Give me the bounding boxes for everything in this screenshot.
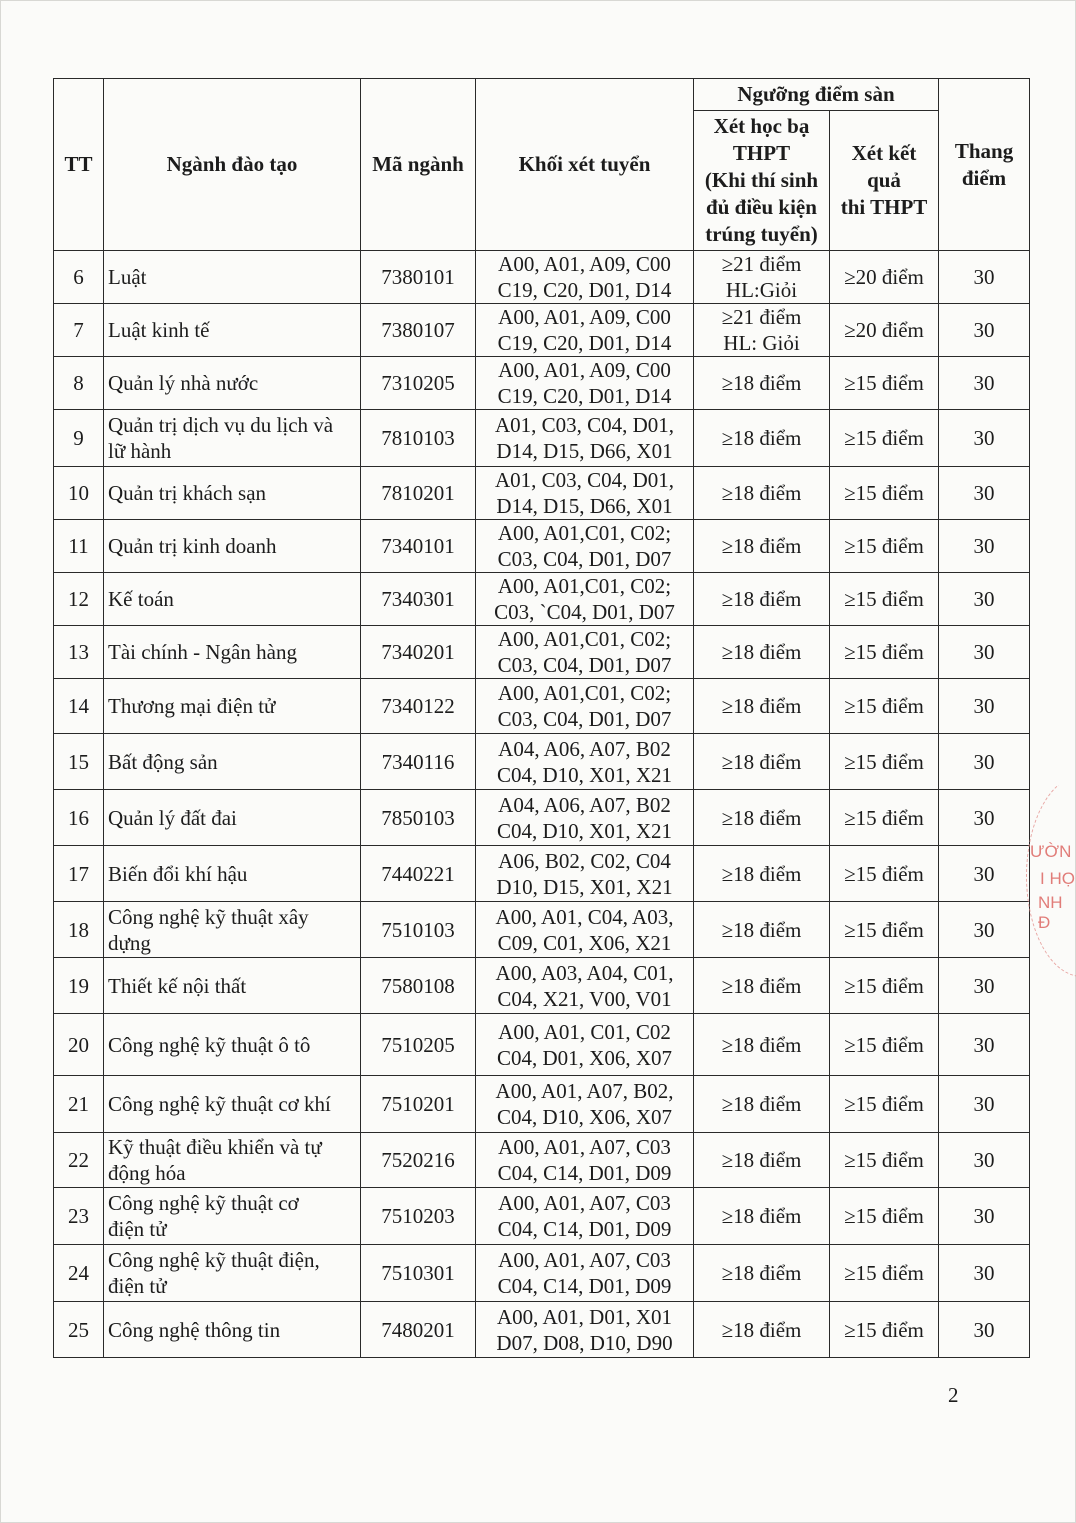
cell-blocks xyxy=(476,467,694,520)
cell-blocks-line: A00, A01,C01, C02; xyxy=(497,521,672,545)
cell-major xyxy=(104,1076,361,1133)
cell-exam-threshold: ≥15 điểm xyxy=(830,679,939,734)
table-row xyxy=(54,1014,1030,1076)
cell-blocks xyxy=(476,902,694,958)
table-row xyxy=(54,1302,1030,1358)
cell-major-line: Quản lý đất đai xyxy=(108,805,237,830)
cell-max-score: 30 xyxy=(939,1302,1030,1358)
cell-gpa-threshold xyxy=(694,958,830,1014)
table-row xyxy=(54,304,1030,357)
cell-tt: 12 xyxy=(54,573,104,626)
cell-major-line: Biến đổi khí hậu xyxy=(108,861,248,886)
cell-gpa-threshold-line: ≥21 điểm xyxy=(721,252,802,276)
cell-blocks xyxy=(476,626,694,679)
cell-exam-threshold: ≥15 điểm xyxy=(830,573,939,626)
cell-blocks-line: C03, C04, D01, D07 xyxy=(497,547,672,571)
cell-gpa-threshold-line: ≥18 điểm xyxy=(721,917,802,942)
cell-major xyxy=(104,251,361,304)
admissions-table xyxy=(53,78,1030,1358)
cell-gpa-threshold xyxy=(694,304,830,357)
cell-major-line: Công nghệ kỹ thuật xây xyxy=(108,904,309,929)
cell-gpa-threshold xyxy=(694,1133,830,1188)
cell-gpa-threshold-line: ≥18 điểm xyxy=(721,1317,802,1342)
cell-blocks-line: C04, D10, X01, X21 xyxy=(496,818,672,843)
cell-exam-threshold: ≥15 điểm xyxy=(830,1076,939,1133)
cell-blocks-line: C04, C14, D01, D09 xyxy=(497,1217,672,1241)
header-threshold-group: Ngưỡng điểm sàn xyxy=(694,79,939,111)
cell-code: 7580108 xyxy=(361,958,476,1014)
cell-max-score: 30 xyxy=(939,734,1030,790)
stamp-text: NH Đ xyxy=(1038,893,1063,932)
cell-blocks-line: D14, D15, D66, X01 xyxy=(496,494,673,518)
header-max-score: Thang điểm xyxy=(939,79,1030,251)
table-row xyxy=(54,846,1030,902)
cell-gpa-threshold xyxy=(694,467,830,520)
cell-code: 7810201 xyxy=(361,467,476,520)
cell-blocks-line: A00, A01, A09, C00 xyxy=(498,305,671,329)
cell-code: 7850103 xyxy=(361,790,476,846)
cell-gpa-threshold-line: ≥18 điểm xyxy=(721,481,802,505)
cell-major-line: lữ hành xyxy=(108,439,172,463)
cell-gpa-threshold xyxy=(694,1188,830,1245)
cell-blocks-line: C19, C20, D01, D14 xyxy=(497,384,672,408)
cell-blocks-line: D10, D15, X01, X21 xyxy=(496,874,673,899)
cell-gpa-threshold xyxy=(694,1076,830,1133)
table-row xyxy=(54,790,1030,846)
table-row xyxy=(54,1188,1030,1245)
cell-gpa-threshold-line: ≥18 điểm xyxy=(721,1261,802,1285)
cell-blocks-line: C04, D01, X06, X07 xyxy=(496,1045,672,1070)
cell-major-line: Kế toán xyxy=(108,587,174,611)
cell-blocks xyxy=(476,846,694,902)
cell-gpa-threshold-line: ≥18 điểm xyxy=(721,861,802,886)
cell-blocks-line: C04, X21, V00, V01 xyxy=(497,986,672,1011)
cell-exam-threshold: ≥15 điểm xyxy=(830,1302,939,1358)
cell-tt: 15 xyxy=(54,734,104,790)
cell-major xyxy=(104,573,361,626)
cell-blocks-line: C04, C14, D01, D09 xyxy=(497,1274,672,1298)
cell-major xyxy=(104,902,361,958)
cell-major-line: Luật kinh tế xyxy=(108,318,210,342)
cell-blocks-line: A00, A01, A07, C03 xyxy=(498,1191,671,1215)
cell-blocks-line: A00, A01, C04, A03, xyxy=(495,904,674,929)
cell-code: 7480201 xyxy=(361,1302,476,1358)
header-exam: Xét kết quả thi THPT xyxy=(830,111,939,251)
cell-tt: 16 xyxy=(54,790,104,846)
cell-max-score: 30 xyxy=(939,251,1030,304)
cell-exam-threshold: ≥15 điểm xyxy=(830,1133,939,1188)
cell-code: 7380107 xyxy=(361,304,476,357)
cell-blocks-line: A00, A01,C01, C02; xyxy=(497,627,672,651)
cell-exam-threshold: ≥15 điểm xyxy=(830,626,939,679)
cell-code: 7380101 xyxy=(361,251,476,304)
cell-gpa-threshold xyxy=(694,1302,830,1358)
cell-max-score: 30 xyxy=(939,846,1030,902)
cell-gpa-threshold-line: ≥18 điểm xyxy=(721,973,802,998)
header-gpa: Xét học bạ THPT (Khi thí sinh đủ điều kiện trúng tuyển) xyxy=(694,111,830,251)
cell-blocks-line: A04, A06, A07, B02 xyxy=(498,792,671,817)
cell-major-line: Quản trị khách sạn xyxy=(108,481,267,505)
cell-tt: 13 xyxy=(54,626,104,679)
cell-blocks-line: A04, A06, A07, B02 xyxy=(498,736,671,761)
cell-tt: 11 xyxy=(54,520,104,573)
cell-code: 7810103 xyxy=(361,410,476,467)
cell-gpa-threshold-line: ≥18 điểm xyxy=(721,805,802,830)
cell-exam-threshold: ≥15 điểm xyxy=(830,1245,939,1302)
cell-exam-threshold: ≥15 điểm xyxy=(830,902,939,958)
cell-exam-threshold: ≥15 điểm xyxy=(830,790,939,846)
cell-tt: 25 xyxy=(54,1302,104,1358)
cell-exam-threshold: ≥15 điểm xyxy=(830,357,939,410)
cell-blocks xyxy=(476,520,694,573)
cell-exam-threshold: ≥15 điểm xyxy=(830,410,939,467)
cell-major xyxy=(104,734,361,790)
cell-major xyxy=(104,467,361,520)
cell-gpa-threshold-line: HL: Giỏi xyxy=(723,331,800,355)
header-tt: TT xyxy=(54,79,104,251)
cell-max-score: 30 xyxy=(939,1076,1030,1133)
cell-tt: 10 xyxy=(54,467,104,520)
cell-major-line: Công nghệ kỹ thuật cơ xyxy=(108,1191,299,1215)
header-major: Ngành đào tạo xyxy=(104,79,361,251)
cell-tt: 24 xyxy=(54,1245,104,1302)
cell-blocks xyxy=(476,357,694,410)
cell-gpa-threshold-line: ≥18 điểm xyxy=(721,426,802,450)
cell-max-score: 30 xyxy=(939,790,1030,846)
cell-major-line: Quản lý nhà nước xyxy=(108,371,259,395)
cell-blocks-line: D07, D08, D10, D90 xyxy=(496,1330,673,1355)
cell-gpa-threshold-line: ≥18 điểm xyxy=(721,587,802,611)
cell-exam-threshold: ≥20 điểm xyxy=(830,304,939,357)
cell-blocks xyxy=(476,410,694,467)
cell-gpa-threshold-line: ≥18 điểm xyxy=(721,640,802,664)
cell-major-line: Quản trị kinh doanh xyxy=(108,534,277,558)
cell-blocks xyxy=(476,1245,694,1302)
cell-max-score: 30 xyxy=(939,902,1030,958)
cell-major-line: Kỹ thuật điều khiển và tự xyxy=(108,1135,322,1159)
table-row xyxy=(54,958,1030,1014)
cell-major xyxy=(104,1188,361,1245)
cell-max-score: 30 xyxy=(939,304,1030,357)
cell-gpa-threshold-line: ≥18 điểm xyxy=(721,694,802,718)
cell-max-score: 30 xyxy=(939,357,1030,410)
cell-gpa-threshold-line: ≥18 điểm xyxy=(721,749,802,774)
page-number: 2 xyxy=(948,1383,959,1407)
cell-gpa-threshold xyxy=(694,410,830,467)
cell-tt: 22 xyxy=(54,1133,104,1188)
cell-blocks-line: C19, C20, D01, D14 xyxy=(497,331,672,355)
cell-major xyxy=(104,958,361,1014)
cell-max-score: 30 xyxy=(939,1014,1030,1076)
cell-major-line: Tài chính - Ngân hàng xyxy=(108,640,297,664)
cell-blocks-line: D14, D15, D66, X01 xyxy=(496,439,673,463)
table-row xyxy=(54,467,1030,520)
table-row xyxy=(54,626,1030,679)
cell-blocks xyxy=(476,790,694,846)
cell-gpa-threshold xyxy=(694,1014,830,1076)
cell-blocks-line: C19, C20, D01, D14 xyxy=(497,278,672,302)
cell-max-score: 30 xyxy=(939,1133,1030,1188)
cell-gpa-threshold xyxy=(694,902,830,958)
cell-major xyxy=(104,410,361,467)
cell-blocks xyxy=(476,1014,694,1076)
cell-blocks-line: A01, C03, C04, D01, xyxy=(494,468,675,492)
cell-max-score: 30 xyxy=(939,467,1030,520)
table-row xyxy=(54,1133,1030,1188)
cell-blocks xyxy=(476,304,694,357)
cell-blocks-line: C04, D10, X06, X07 xyxy=(496,1105,672,1129)
table-row xyxy=(54,734,1030,790)
cell-major-line: Công nghệ kỹ thuật ô tô xyxy=(108,1032,311,1057)
cell-major xyxy=(104,1133,361,1188)
table-row xyxy=(54,1245,1030,1302)
cell-major-line: Bất động sản xyxy=(108,749,218,774)
cell-code: 7340301 xyxy=(361,573,476,626)
cell-blocks-line: A01, C03, C04, D01, xyxy=(494,413,675,437)
cell-major-line: Quản trị dịch vụ du lịch và xyxy=(108,413,334,437)
cell-major-line: Luật xyxy=(108,265,147,289)
cell-tt: 21 xyxy=(54,1076,104,1133)
cell-exam-threshold: ≥15 điểm xyxy=(830,520,939,573)
cell-gpa-threshold-line: ≥18 điểm xyxy=(721,1148,802,1172)
cell-tt: 18 xyxy=(54,902,104,958)
cell-code: 7510201 xyxy=(361,1076,476,1133)
cell-code: 7510103 xyxy=(361,902,476,958)
cell-major xyxy=(104,304,361,357)
cell-blocks-line: A00, A01, A07, B02, xyxy=(495,1079,674,1103)
table-row xyxy=(54,679,1030,734)
cell-major-line: điện tử xyxy=(108,1274,167,1298)
cell-gpa-threshold xyxy=(694,679,830,734)
cell-tt: 20 xyxy=(54,1014,104,1076)
cell-max-score: 30 xyxy=(939,1245,1030,1302)
stamp-text: ƯỜN xyxy=(1030,842,1072,861)
cell-major xyxy=(104,1302,361,1358)
cell-exam-threshold: ≥15 điểm xyxy=(830,1014,939,1076)
cell-gpa-threshold xyxy=(694,520,830,573)
cell-max-score: 30 xyxy=(939,520,1030,573)
cell-tt: 6 xyxy=(54,251,104,304)
cell-blocks-line: A00, A01, A07, C03 xyxy=(498,1248,671,1272)
cell-exam-threshold: ≥15 điểm xyxy=(830,467,939,520)
cell-blocks xyxy=(476,734,694,790)
cell-tt: 19 xyxy=(54,958,104,1014)
cell-gpa-threshold-line: ≥18 điểm xyxy=(721,1032,802,1057)
cell-code: 7310205 xyxy=(361,357,476,410)
cell-blocks xyxy=(476,679,694,734)
cell-gpa-threshold-line: ≥18 điểm xyxy=(721,534,802,558)
table-header xyxy=(54,79,1030,251)
cell-blocks-line: C04, D10, X01, X21 xyxy=(496,762,672,787)
cell-gpa-threshold xyxy=(694,626,830,679)
cell-max-score: 30 xyxy=(939,410,1030,467)
cell-blocks-line: A00, A01, A07, C03 xyxy=(498,1135,671,1159)
table-row xyxy=(54,1076,1030,1133)
cell-major xyxy=(104,626,361,679)
cell-blocks-line: A00, A03, A04, C01, xyxy=(495,960,674,985)
cell-max-score: 30 xyxy=(939,626,1030,679)
cell-major xyxy=(104,357,361,410)
cell-major-line: dựng xyxy=(108,930,151,955)
cell-code: 7340101 xyxy=(361,520,476,573)
cell-major xyxy=(104,790,361,846)
cell-max-score: 30 xyxy=(939,958,1030,1014)
cell-gpa-threshold xyxy=(694,790,830,846)
header-blocks: Khối xét tuyển xyxy=(476,79,694,251)
cell-gpa-threshold xyxy=(694,251,830,304)
cell-exam-threshold: ≥15 điểm xyxy=(830,734,939,790)
cell-exam-threshold: ≥20 điểm xyxy=(830,251,939,304)
cell-blocks-line: A06, B02, C02, C04 xyxy=(498,848,671,873)
cell-major-line: điện tử xyxy=(108,1217,167,1241)
cell-blocks xyxy=(476,958,694,1014)
table-row xyxy=(54,902,1030,958)
table-row xyxy=(54,251,1030,304)
cell-blocks-line: A00, A01, A09, C00 xyxy=(498,358,671,382)
cell-major xyxy=(104,1245,361,1302)
cell-code: 7510205 xyxy=(361,1014,476,1076)
cell-blocks xyxy=(476,1188,694,1245)
table-body xyxy=(54,251,1030,1358)
cell-blocks xyxy=(476,573,694,626)
cell-tt: 8 xyxy=(54,357,104,410)
cell-blocks-line: A00, A01, A09, C00 xyxy=(498,252,671,276)
cell-blocks-line: A00, A01,C01, C02; xyxy=(497,574,672,598)
cell-code: 7440221 xyxy=(361,846,476,902)
cell-code: 7340122 xyxy=(361,679,476,734)
cell-code: 7510301 xyxy=(361,1245,476,1302)
header-code: Mã ngành xyxy=(361,79,476,251)
cell-tt: 17 xyxy=(54,846,104,902)
cell-code: 7340201 xyxy=(361,626,476,679)
cell-gpa-threshold-line: HL:Giỏi xyxy=(725,278,798,302)
cell-blocks-line: C03, C04, D01, D07 xyxy=(497,653,672,677)
cell-max-score: 30 xyxy=(939,679,1030,734)
cell-gpa-threshold xyxy=(694,734,830,790)
cell-blocks xyxy=(476,1133,694,1188)
cell-major xyxy=(104,1014,361,1076)
cell-code: 7510203 xyxy=(361,1188,476,1245)
cell-exam-threshold: ≥15 điểm xyxy=(830,1188,939,1245)
cell-blocks xyxy=(476,1302,694,1358)
cell-major xyxy=(104,679,361,734)
cell-tt: 23 xyxy=(54,1188,104,1245)
cell-gpa-threshold-line: ≥18 điểm xyxy=(721,1092,802,1116)
cell-blocks-line: C04, C14, D01, D09 xyxy=(497,1161,672,1185)
cell-major-line: động hóa xyxy=(108,1161,186,1185)
cell-major-line: Công nghệ kỹ thuật điện, xyxy=(108,1248,320,1272)
cell-major-line: Công nghệ thông tin xyxy=(108,1317,281,1342)
cell-tt: 7 xyxy=(54,304,104,357)
cell-max-score: 30 xyxy=(939,1188,1030,1245)
cell-blocks-line: C03, `C04, D01, D07 xyxy=(494,600,675,624)
cell-blocks xyxy=(476,1076,694,1133)
cell-blocks-line: A00, A01,C01, C02; xyxy=(497,681,672,705)
red-stamp-fragment xyxy=(1010,785,1076,985)
cell-gpa-threshold xyxy=(694,573,830,626)
cell-gpa-threshold-line: ≥18 điểm xyxy=(721,1204,802,1228)
cell-major xyxy=(104,846,361,902)
table-row xyxy=(54,357,1030,410)
cell-blocks-line: A00, A01, D01, X01 xyxy=(496,1304,672,1329)
cell-gpa-threshold-line: ≥18 điểm xyxy=(721,371,802,395)
table-row xyxy=(54,573,1030,626)
cell-code: 7340116 xyxy=(361,734,476,790)
cell-gpa-threshold xyxy=(694,357,830,410)
table-row xyxy=(54,520,1030,573)
cell-gpa-threshold xyxy=(694,846,830,902)
cell-blocks-line: A00, A01, C01, C02 xyxy=(498,1019,671,1044)
cell-major xyxy=(104,520,361,573)
cell-blocks-line: C03, C04, D01, D07 xyxy=(497,707,672,731)
stamp-text: I HỌ xyxy=(1040,869,1075,888)
cell-gpa-threshold-line: ≥21 điểm xyxy=(721,305,802,329)
cell-code: 7520216 xyxy=(361,1133,476,1188)
cell-major-line: Thiết kế nội thất xyxy=(108,973,247,998)
cell-max-score: 30 xyxy=(939,573,1030,626)
cell-tt: 9 xyxy=(54,410,104,467)
cell-blocks xyxy=(476,251,694,304)
cell-major-line: Công nghệ kỹ thuật cơ khí xyxy=(108,1092,331,1116)
cell-exam-threshold: ≥15 điểm xyxy=(830,846,939,902)
table-row xyxy=(54,410,1030,467)
cell-blocks-line: C09, C01, X06, X21 xyxy=(497,930,672,955)
cell-exam-threshold: ≥15 điểm xyxy=(830,958,939,1014)
cell-major-line: Thương mại điện tử xyxy=(108,694,276,718)
cell-tt: 14 xyxy=(54,679,104,734)
cell-gpa-threshold xyxy=(694,1245,830,1302)
